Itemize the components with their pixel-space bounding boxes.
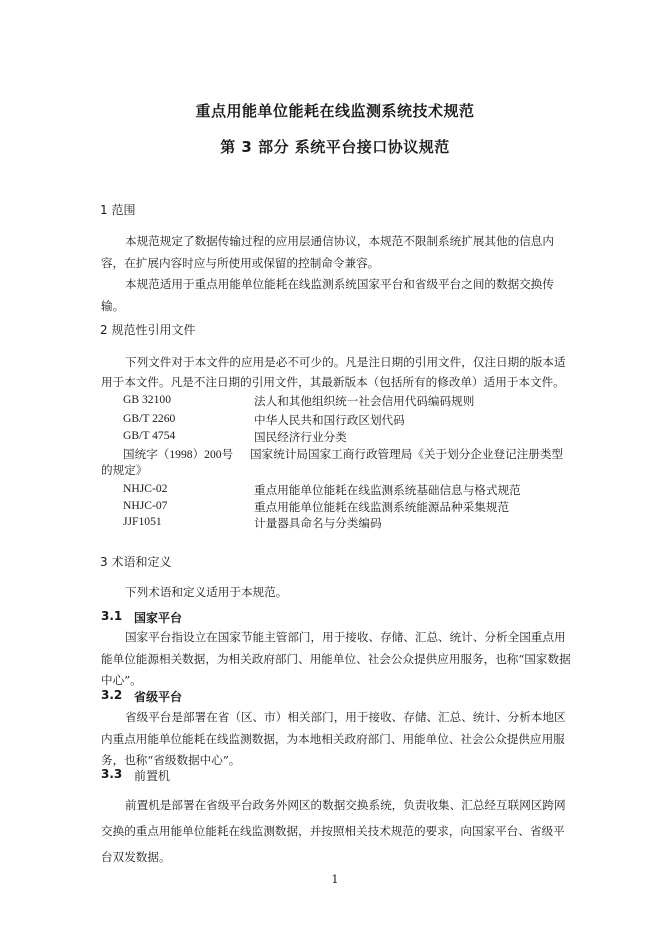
term-name: 国家平台 [134,611,183,625]
reference-title: 国家统计局国家工商行政管理局《关于划分企业登记注册类型 [250,447,564,461]
document-title: 重点用能单位能耗在线监测系统技术规范 [195,102,475,120]
section-2-heading: 2 规范性引用文件 [100,323,196,337]
section-3-intro: 下列术语和定义适用于本规范。 [125,585,288,599]
reference-title: 重点用能单位能耗在线监测系统能源品种采集规范 [254,500,510,514]
reference-code: JJF1051 [123,515,162,528]
section-1-paragraph-1: 本规范规定了数据传输过程的应用层通信协议，本规范不限制系统扩展其他的信息内容，在扩展内容时应与所使用或保留的控制命令兼容。 [101,234,554,270]
page-number: 1 [331,873,339,886]
term-definition: 前置机是部署在省级平台政务外网区的数据交换系统，负责收集、汇总经互联网区跨网交换的重点用能单位能耗在线监测数据，并按照相关技术规范的要求，向国家平台、省级平台双发数据。 [101,798,566,864]
term-name: 前置机 [134,769,171,783]
term-definition: 国家平台指设立在国家节能主管部门，用于接收、存储、汇总、统计、分析全国重点用能单位能源相关数据，为相关政府部门、用能单位、社会公众提供应用服务，也称“国家数据中心”。 [101,630,571,687]
reference-code: GB 32100 [123,393,171,406]
reference-title: 国民经济行业分类 [254,430,347,444]
document-subtitle: 第 3 部分 系统平台接口协议规范 [220,138,450,156]
term-name: 省级平台 [134,690,183,704]
section-2-paragraph: 下列文件对于本文件的应用是必不可少的。凡是注日期的引用文件，仅注日期的版本适用于本文件。凡是不注日期的引用文件，其最新版本（包括所有的修改单）适用于本文件。 [101,355,566,389]
section-1-heading: 1 范围 [100,203,136,217]
term-number: 3.2 [101,688,123,702]
reference-code: NHJC-02 [123,482,168,495]
term-number: 3.3 [101,767,123,781]
reference-code: NHJC-07 [123,499,168,512]
reference-code: GB/T 4754 [123,429,176,442]
term-number: 3.1 [101,609,123,623]
reference-title: 法人和其他组织统一社会信用代码编码规则 [254,394,475,408]
reference-code: 国统字（1998）200号 [123,448,234,461]
term-definition: 省级平台是部署在省（区、市）相关部门，用于接收、存储、汇总、统计、分析本地区内重点用能单位能耗在线监测数据，为本地相关政府部门、用能单位、社会公众提供应用服务，也称“省级数据中心”。 [101,710,566,767]
reference-title: 计量器具命名与分类编码 [254,516,382,530]
reference-title: 中华人民共和国行政区划代码 [254,413,405,427]
section-3-heading: 3 术语和定义 [100,555,172,569]
reference-title: 重点用能单位能耗在线监测系统基础信息与格式规范 [254,483,521,497]
reference-code: GB/T 2260 [123,412,176,425]
section-1-paragraph-2: 本规范适用于重点用能单位能耗在线监测系统国家平台和省级平台之间的数据交换传输。 [101,277,554,313]
reference-title-continuation: 的规定》 [101,464,148,477]
